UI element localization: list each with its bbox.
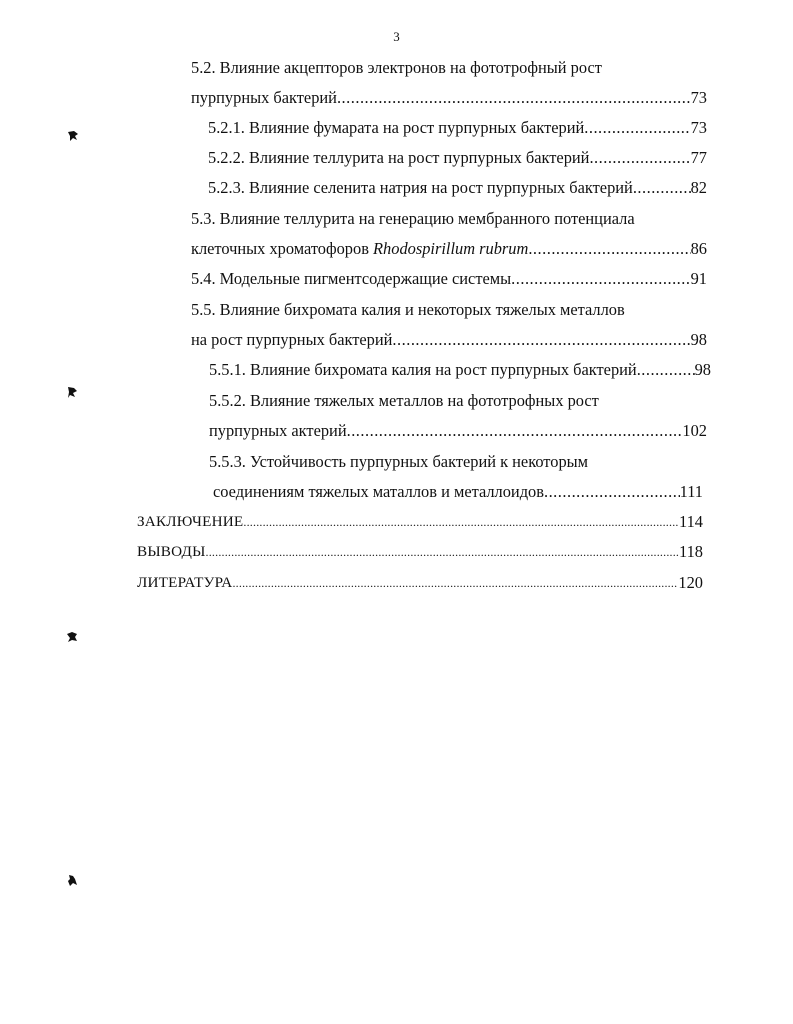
toc-page-number: 73: [690, 88, 707, 107]
toc-entry-title: 5.5.3. Устойчивость пурпурных бактерий к некоторым: [209, 452, 589, 471]
dot-leader: [206, 541, 679, 563]
toc-entry-5-5-3[interactable]: [213, 481, 703, 503]
dot-leader: [232, 572, 678, 594]
toc-entry-title: соединениям тяжелых маталлов и металлоидов: [213, 482, 544, 501]
toc-page-number: 114: [679, 512, 703, 531]
toc-entry-title-text: клеточных хроматофоров: [191, 239, 369, 258]
toc-page-number: 120: [678, 573, 703, 592]
dot-leader: [528, 238, 690, 260]
toc-page-number: 111: [679, 482, 703, 501]
toc-entry-5-2-1[interactable]: [208, 117, 707, 139]
toc-entry-title: 5.2.1. Влияние фумарата на рост пурпурных бактерий: [208, 118, 585, 137]
toc-entry-5-5-2[interactable]: [209, 420, 707, 442]
toc-entry-5-2-3[interactable]: [208, 177, 707, 199]
toc-entry-5-3-line1: [191, 208, 711, 230]
toc-entry-title: 5.2.2. Влияние теллурита на рост пурпурных бактерий: [208, 148, 590, 167]
toc-entry-5-3[interactable]: [191, 238, 707, 260]
dot-leader: [511, 268, 690, 290]
toc-page-number: 91: [690, 269, 707, 288]
toc-entry-title: ВЫВОДЫ: [137, 543, 206, 560]
dot-leader: [337, 87, 691, 109]
toc-entry-5-2[interactable]: [191, 87, 707, 109]
toc-entry-literature[interactable]: [137, 572, 703, 594]
toc-entry-title: 5.5. Влияние бихромата калия и некоторых тяжелых металлов: [191, 300, 625, 319]
dot-leader: [633, 177, 691, 199]
toc-entry-5-4[interactable]: [191, 268, 707, 290]
dot-leader: [637, 359, 695, 381]
toc-entry-title: 5.2.3. Влияние селенита натрия на рост пурпурных бактерий: [208, 178, 633, 197]
page-number: 3: [393, 29, 400, 44]
dot-leader: [584, 117, 690, 139]
scan-speck-icon: [65, 385, 79, 399]
scan-speck-icon: [65, 630, 79, 644]
dot-leader: [392, 329, 690, 351]
toc-page-number: 77: [690, 148, 707, 167]
toc-page-number: 73: [690, 118, 707, 137]
dot-leader: [347, 420, 683, 442]
toc-entry-title: 5.4. Модельные пигментсодержащие системы: [191, 269, 512, 288]
toc-entry-5-5-3-line1: [209, 451, 689, 473]
toc-page-number: 98: [694, 360, 711, 379]
species-name: Rhodospirillum rubrum: [373, 239, 529, 258]
toc-entry-title: ЗАКЛЮЧЕНИЕ: [137, 513, 244, 530]
dot-leader: [544, 481, 680, 503]
toc-page-number: 98: [690, 330, 707, 349]
toc-entry-title: 5.5.1. Влияние бихромата калия на рост пурпурных бактерий: [209, 360, 637, 379]
toc-entry-5-5[interactable]: [191, 329, 707, 351]
toc-entry-conclusion[interactable]: [137, 511, 703, 533]
toc-entry-title: пурпурных бактерий: [191, 88, 337, 107]
toc-page-number: 102: [682, 421, 707, 440]
scan-speck-icon: [66, 129, 80, 143]
toc-entry-5-2-line1: [191, 57, 711, 79]
toc-page-number: 82: [690, 178, 707, 197]
scan-speck-icon: [65, 873, 79, 887]
toc-entry-5-5-line1: [191, 299, 711, 321]
toc-entry-5-5-2-line1: [209, 390, 689, 412]
toc-entry-findings[interactable]: [137, 541, 703, 563]
toc-entry-title: пурпурных актерий: [209, 421, 347, 440]
toc-entry-title: 5.5.2. Влияние тяжелых металлов на фототрофных рост: [209, 391, 599, 410]
toc-entry-5-5-1[interactable]: [209, 359, 711, 381]
toc-entry-5-2-2[interactable]: [208, 147, 707, 169]
dot-leader: [589, 147, 690, 169]
dot-leader: [243, 511, 679, 533]
toc-page-number: 86: [690, 239, 707, 258]
toc-entry-title: [191, 238, 528, 260]
toc-page-number: 118: [679, 542, 703, 561]
toc-entry-title: ЛИТЕРАТУРА: [137, 574, 233, 591]
toc-entry-title: 5.2. Влияние акцепторов электронов на фототрофный рост: [191, 58, 602, 77]
toc-entry-title: 5.3. Влияние теллурита на генерацию мембранного потенциала: [191, 209, 635, 228]
toc-entry-title: на рост пурпурных бактерий: [191, 330, 393, 349]
